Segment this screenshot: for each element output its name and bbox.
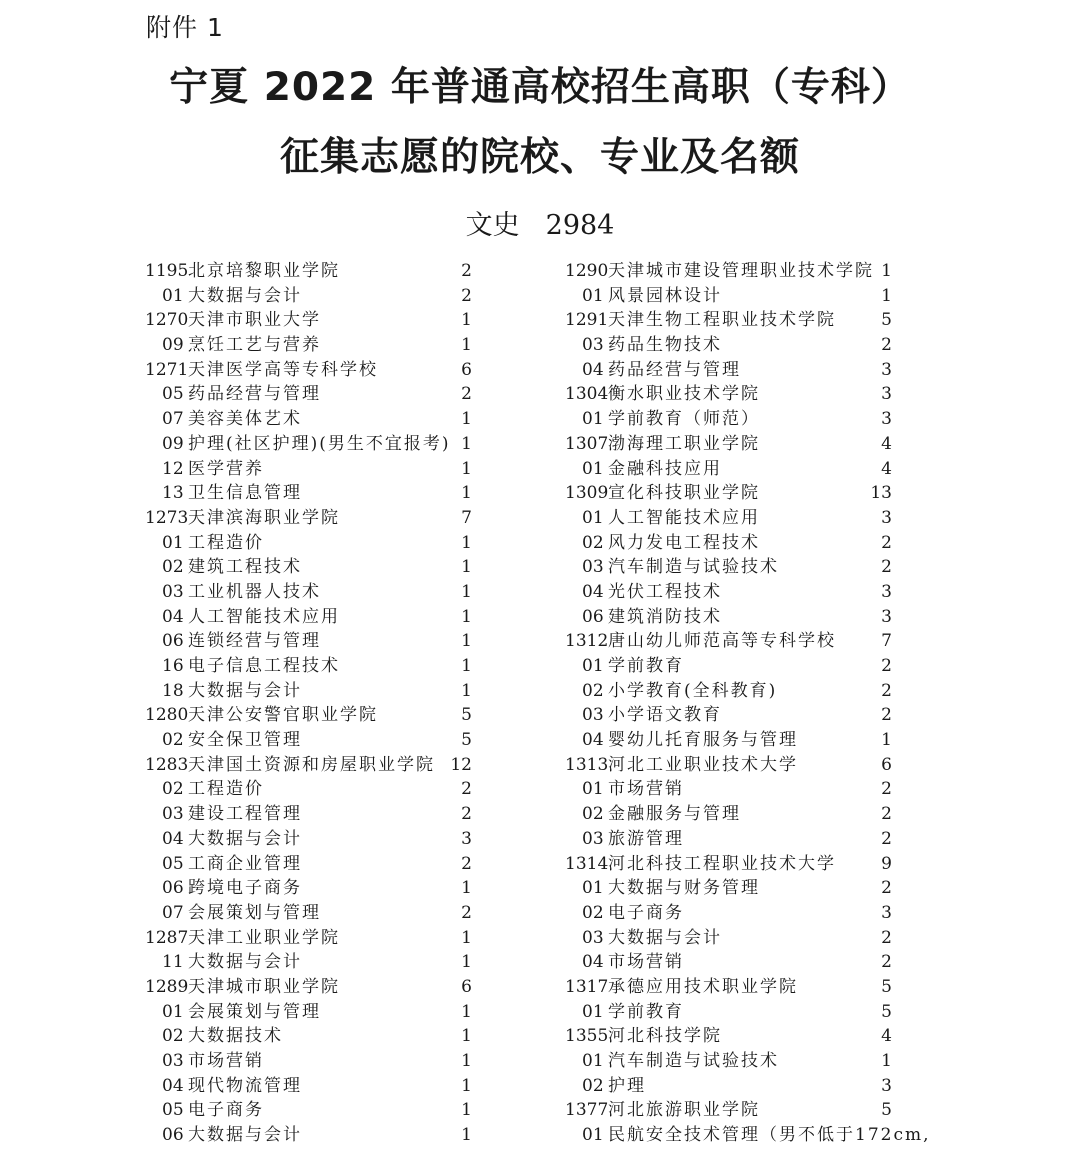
major-name: 学前教育 xyxy=(608,656,684,676)
major-row xyxy=(142,950,482,975)
major-row xyxy=(562,284,902,309)
major-code: 02 xyxy=(582,804,604,825)
school-row xyxy=(142,926,482,951)
major-row xyxy=(142,333,482,358)
major-row xyxy=(142,901,482,926)
major-row xyxy=(142,654,482,679)
major-count: 3 xyxy=(881,581,892,602)
major-name: 工程造价 xyxy=(188,779,264,800)
major-code: 04 xyxy=(162,1075,184,1096)
school-code: 1307 xyxy=(565,433,609,454)
school-count: 2 xyxy=(461,261,472,281)
major-row xyxy=(142,432,482,457)
major-row xyxy=(142,777,482,802)
major-count: 3 xyxy=(881,359,892,380)
major-row xyxy=(142,481,482,506)
major-code: 03 xyxy=(582,335,604,356)
major-code: 01 xyxy=(582,458,604,479)
major-count: 1 xyxy=(461,1100,472,1121)
major-code: 02 xyxy=(162,779,184,800)
major-name: 美容美体艺术 xyxy=(188,409,302,430)
major-count: 1 xyxy=(461,878,472,899)
major-count: 1 xyxy=(461,1075,472,1096)
school-row xyxy=(562,753,902,778)
major-count: 1 xyxy=(881,1051,892,1071)
major-name: 安全保卫管理 xyxy=(188,730,302,751)
major-count: 3 xyxy=(881,902,892,923)
major-name: 电子商务 xyxy=(188,1100,264,1121)
major-name: 人工智能技术应用 xyxy=(188,606,340,627)
major-row xyxy=(562,506,902,531)
school-count: 13 xyxy=(870,483,892,504)
major-count: 3 xyxy=(461,828,472,849)
school-name: 河北旅游职业学院 xyxy=(608,1100,760,1121)
major-row xyxy=(142,1024,482,1049)
major-name: 大数据技术 xyxy=(188,1026,283,1047)
major-code: 07 xyxy=(162,409,184,430)
school-count: 1 xyxy=(881,261,892,281)
major-row xyxy=(142,679,482,704)
major-row xyxy=(562,1074,902,1099)
school-name: 唐山幼儿师范高等专科学校 xyxy=(608,631,836,652)
major-row xyxy=(562,728,902,753)
major-count: 1 xyxy=(461,1026,472,1047)
document-title-line1: 宁夏 2022 年普通高校招生高职（专科） xyxy=(169,65,911,110)
major-row xyxy=(142,629,482,654)
major-row xyxy=(562,901,902,926)
school-row xyxy=(562,629,902,654)
school-row xyxy=(142,259,482,284)
major-count: 1 xyxy=(461,483,472,504)
attachment-label: 附件 1 xyxy=(146,13,224,42)
major-count: 2 xyxy=(461,853,472,874)
major-name: 会展策划与管理 xyxy=(188,902,321,923)
school-row xyxy=(562,308,902,333)
school-count: 1 xyxy=(461,310,472,331)
major-row xyxy=(142,457,482,482)
major-name: 风景园林设计 xyxy=(608,285,722,306)
major-name: 卫生信息管理 xyxy=(188,483,302,504)
school-code: 1270 xyxy=(145,310,189,331)
school-code: 1280 xyxy=(145,705,189,726)
major-row xyxy=(562,457,902,482)
major-row xyxy=(142,1049,482,1074)
school-code: 1287 xyxy=(145,927,189,948)
major-code: 02 xyxy=(162,730,184,751)
major-code: 05 xyxy=(162,853,184,874)
major-code: 02 xyxy=(582,1075,604,1096)
major-count: 1 xyxy=(461,581,472,602)
major-row xyxy=(562,1123,931,1148)
major-code: 04 xyxy=(582,952,604,973)
school-name: 天津医学高等专科学校 xyxy=(188,359,378,380)
major-row xyxy=(142,407,482,432)
school-code: 1355 xyxy=(565,1026,609,1047)
major-row xyxy=(142,1123,482,1148)
school-count: 5 xyxy=(881,1100,892,1121)
major-name: 护理(社区护理)(男生不宜报考) xyxy=(188,433,451,454)
major-name: 大数据与会计 xyxy=(188,828,302,849)
school-row xyxy=(562,852,902,877)
major-count: 1 xyxy=(461,557,472,578)
school-row xyxy=(142,308,482,333)
major-name: 跨境电子商务 xyxy=(188,878,302,899)
major-code: 16 xyxy=(162,656,184,676)
major-name: 药品经营与管理 xyxy=(188,384,321,405)
major-name: 市场营销 xyxy=(608,779,684,800)
major-count: 2 xyxy=(881,557,892,578)
major-code: 02 xyxy=(582,532,604,553)
major-count: 5 xyxy=(881,1001,892,1022)
major-code: 12 xyxy=(162,458,184,479)
major-code: 03 xyxy=(162,804,184,825)
major-count: 3 xyxy=(881,606,892,627)
major-count: 2 xyxy=(881,952,892,973)
major-code: 06 xyxy=(582,606,604,627)
school-name: 天津城市职业学院 xyxy=(188,976,340,997)
major-code: 01 xyxy=(582,779,604,800)
major-count: 3 xyxy=(881,507,892,528)
school-code: 1290 xyxy=(565,261,609,281)
major-code: 02 xyxy=(162,1026,184,1047)
major-name: 大数据与财务管理 xyxy=(608,878,760,899)
major-code: 18 xyxy=(162,680,184,701)
major-code: 03 xyxy=(582,705,604,726)
school-row xyxy=(142,358,482,383)
school-name: 天津工业职业学院 xyxy=(188,927,340,948)
major-name: 药品生物技术 xyxy=(608,335,722,356)
major-count: 4 xyxy=(881,458,892,479)
major-name: 建筑消防技术 xyxy=(608,606,722,627)
major-row xyxy=(562,802,902,827)
school-code: 1283 xyxy=(145,754,189,775)
major-name: 大数据与会计 xyxy=(608,927,722,948)
major-code: 02 xyxy=(582,680,604,701)
major-row xyxy=(562,605,902,630)
major-row xyxy=(142,1074,482,1099)
major-name: 现代物流管理 xyxy=(188,1075,302,1096)
major-code: 04 xyxy=(582,359,604,380)
major-row xyxy=(142,728,482,753)
school-name: 天津滨海职业学院 xyxy=(188,507,340,528)
major-name: 小学语文教育 xyxy=(608,705,722,726)
document-title-line2: 征集志愿的院校、专业及名额 xyxy=(279,135,800,180)
category-heading xyxy=(0,203,1080,242)
major-code: 04 xyxy=(162,828,184,849)
major-row xyxy=(142,605,482,630)
school-code: 1312 xyxy=(565,631,609,652)
major-name: 大数据与会计 xyxy=(188,1125,302,1146)
major-code: 09 xyxy=(162,335,184,356)
major-row xyxy=(562,777,902,802)
major-count: 1 xyxy=(461,458,472,479)
major-count: 2 xyxy=(881,927,892,948)
major-name: 大数据与会计 xyxy=(188,680,302,701)
major-code: 01 xyxy=(582,1051,604,1071)
major-count: 1 xyxy=(461,1125,472,1146)
major-code: 06 xyxy=(162,1125,184,1146)
major-count: 2 xyxy=(881,705,892,726)
school-count: 5 xyxy=(881,310,892,331)
school-name: 天津公安警官职业学院 xyxy=(188,705,378,726)
major-name: 工程造价 xyxy=(188,532,264,553)
major-count: 1 xyxy=(461,1001,472,1022)
school-name: 天津国土资源和房屋职业学院 xyxy=(188,754,435,775)
major-count: 1 xyxy=(881,730,892,751)
major-name: 工商企业管理 xyxy=(188,853,302,874)
major-row xyxy=(142,1098,482,1123)
major-name: 金融科技应用 xyxy=(608,458,722,479)
category-total: 2984 xyxy=(545,210,615,241)
school-row xyxy=(562,432,902,457)
category-name: 文史 xyxy=(465,210,520,241)
major-row xyxy=(562,950,902,975)
school-name: 河北科技学院 xyxy=(608,1026,722,1047)
school-code: 1309 xyxy=(565,483,609,504)
major-code: 05 xyxy=(162,384,184,405)
major-name: 会展策划与管理 xyxy=(188,1001,321,1022)
major-row xyxy=(562,654,902,679)
major-count: 1 xyxy=(461,532,472,553)
major-count: 3 xyxy=(881,1075,892,1096)
major-row xyxy=(142,1000,482,1025)
major-name: 建设工程管理 xyxy=(188,804,302,825)
major-count: 2 xyxy=(461,384,472,405)
major-name: 建筑工程技术 xyxy=(188,557,302,578)
school-code: 1291 xyxy=(565,310,609,331)
school-count: 6 xyxy=(881,754,892,775)
major-name: 大数据与会计 xyxy=(188,952,302,973)
major-row xyxy=(142,876,482,901)
major-row xyxy=(562,827,902,852)
school-row xyxy=(562,1098,902,1123)
major-code: 03 xyxy=(582,927,604,948)
major-code: 01 xyxy=(582,1001,604,1022)
major-code: 01 xyxy=(582,878,604,899)
school-code: 1289 xyxy=(145,976,189,997)
major-count: 1 xyxy=(461,952,472,973)
major-name: 市场营销 xyxy=(188,1051,264,1071)
major-row xyxy=(142,827,482,852)
major-count: 1 xyxy=(881,285,892,306)
major-code: 04 xyxy=(582,730,604,751)
school-count: 5 xyxy=(881,976,892,997)
major-code: 11 xyxy=(162,952,184,973)
school-name: 承德应用技术职业学院 xyxy=(608,976,798,997)
major-count: 1 xyxy=(461,656,472,676)
major-code: 01 xyxy=(582,409,604,430)
major-row xyxy=(142,284,482,309)
major-name: 汽车制造与试验技术 xyxy=(608,557,779,578)
school-count: 6 xyxy=(461,359,472,380)
major-count: 1 xyxy=(461,335,472,356)
school-code: 1377 xyxy=(565,1100,609,1121)
major-name: 汽车制造与试验技术 xyxy=(608,1051,779,1071)
major-code: 03 xyxy=(162,1051,184,1071)
major-code: 13 xyxy=(162,483,184,504)
major-code: 01 xyxy=(582,1125,604,1146)
major-name: 风力发电工程技术 xyxy=(608,532,760,553)
school-count: 7 xyxy=(461,507,472,528)
major-count: 2 xyxy=(461,779,472,800)
major-code: 07 xyxy=(162,902,184,923)
school-code: 1271 xyxy=(145,359,189,380)
major-count: 1 xyxy=(461,409,472,430)
school-name: 宣化科技职业学院 xyxy=(608,483,760,504)
major-name: 电子商务 xyxy=(608,902,684,923)
major-row xyxy=(142,531,482,556)
major-code: 01 xyxy=(582,285,604,306)
school-code: 1313 xyxy=(565,754,609,775)
major-row xyxy=(142,555,482,580)
major-name: 工业机器人技术 xyxy=(188,581,321,602)
school-count: 6 xyxy=(461,976,472,997)
major-name: 医学营养 xyxy=(188,458,264,479)
major-count: 2 xyxy=(461,902,472,923)
school-row xyxy=(562,1024,902,1049)
major-row xyxy=(562,333,902,358)
major-count: 2 xyxy=(881,656,892,676)
major-code: 06 xyxy=(162,631,184,652)
major-code: 03 xyxy=(162,581,184,602)
major-row xyxy=(142,802,482,827)
major-name: 连锁经营与管理 xyxy=(188,631,321,652)
major-count: 2 xyxy=(881,335,892,356)
school-code: 1314 xyxy=(565,853,609,874)
major-name: 护理 xyxy=(608,1075,646,1096)
major-code: 03 xyxy=(582,557,604,578)
school-count: 1 xyxy=(461,927,472,948)
school-name: 天津城市建设管理职业技术学院 xyxy=(608,261,874,281)
major-name: 旅游管理 xyxy=(608,828,684,849)
major-row xyxy=(562,407,902,432)
school-row xyxy=(562,975,902,1000)
major-count: 1 xyxy=(461,631,472,652)
major-name: 电子信息工程技术 xyxy=(188,656,340,676)
school-name: 北京培黎职业学院 xyxy=(188,261,340,281)
major-count: 5 xyxy=(461,730,472,751)
major-count: 1 xyxy=(461,433,472,454)
school-count: 7 xyxy=(881,631,892,652)
major-code: 01 xyxy=(162,1001,184,1022)
major-row xyxy=(142,852,482,877)
school-code: 1195 xyxy=(145,261,189,281)
major-name: 金融服务与管理 xyxy=(608,804,741,825)
school-code: 1304 xyxy=(565,384,609,405)
major-name: 光伏工程技术 xyxy=(608,581,722,602)
school-count: 5 xyxy=(461,705,472,726)
major-count: 3 xyxy=(881,409,892,430)
school-count: 4 xyxy=(881,1026,892,1047)
major-count: 1 xyxy=(461,1051,472,1071)
school-name: 天津生物工程职业技术学院 xyxy=(608,310,836,331)
major-row xyxy=(562,703,902,728)
major-code: 01 xyxy=(162,532,184,553)
school-code: 1317 xyxy=(565,976,609,997)
school-count: 4 xyxy=(881,433,892,454)
school-name: 河北工业职业技术大学 xyxy=(608,754,798,775)
major-name: 市场营销 xyxy=(608,952,684,973)
major-row xyxy=(562,1000,902,1025)
major-code: 09 xyxy=(162,433,184,454)
major-row xyxy=(562,876,902,901)
left-column xyxy=(142,259,482,1148)
major-code: 04 xyxy=(582,581,604,602)
major-code: 01 xyxy=(162,285,184,306)
school-row xyxy=(562,382,902,407)
major-count: 2 xyxy=(881,878,892,899)
major-row xyxy=(562,1049,902,1074)
major-code: 04 xyxy=(162,606,184,627)
major-row xyxy=(142,580,482,605)
major-count: 2 xyxy=(461,804,472,825)
school-row xyxy=(142,506,482,531)
school-row xyxy=(562,481,902,506)
major-name: 烹饪工艺与营养 xyxy=(188,335,321,356)
major-count: 2 xyxy=(881,532,892,553)
major-count: 1 xyxy=(461,606,472,627)
major-name: 药品经营与管理 xyxy=(608,359,741,380)
major-code: 01 xyxy=(582,507,604,528)
school-count: 9 xyxy=(881,853,892,874)
major-count: 2 xyxy=(881,828,892,849)
major-count: 2 xyxy=(881,804,892,825)
major-name: 民航安全技术管理（男不低于172cm, xyxy=(608,1125,931,1146)
major-row xyxy=(562,926,902,951)
major-name: 婴幼儿托育服务与管理 xyxy=(608,730,798,751)
right-column xyxy=(562,259,931,1148)
school-row xyxy=(142,703,482,728)
major-name: 学前教育 xyxy=(608,1001,684,1022)
major-code: 02 xyxy=(582,902,604,923)
major-row xyxy=(562,679,902,704)
school-row xyxy=(562,259,902,284)
major-count: 2 xyxy=(461,285,472,306)
school-name: 河北科技工程职业技术大学 xyxy=(608,853,836,874)
major-row xyxy=(142,382,482,407)
major-row xyxy=(562,580,902,605)
major-code: 06 xyxy=(162,878,184,899)
school-name: 衡水职业技术学院 xyxy=(608,384,760,405)
school-name: 天津市职业大学 xyxy=(188,310,321,331)
major-code: 01 xyxy=(582,656,604,676)
major-count: 1 xyxy=(461,680,472,701)
major-name: 小学教育(全科教育) xyxy=(608,680,778,701)
major-code: 05 xyxy=(162,1100,184,1121)
major-name: 人工智能技术应用 xyxy=(608,507,760,528)
school-row xyxy=(142,975,482,1000)
school-code: 1273 xyxy=(145,507,189,528)
school-name: 渤海理工职业学院 xyxy=(608,433,760,454)
school-row xyxy=(142,753,482,778)
major-code: 02 xyxy=(162,557,184,578)
school-count: 3 xyxy=(881,384,892,405)
major-row xyxy=(562,555,902,580)
major-name: 学前教育（师范） xyxy=(608,409,760,430)
major-code: 03 xyxy=(582,828,604,849)
major-name: 大数据与会计 xyxy=(188,285,302,306)
major-row xyxy=(562,531,902,556)
major-row xyxy=(562,358,902,383)
major-count: 2 xyxy=(881,680,892,701)
school-count: 12 xyxy=(450,754,472,775)
major-count: 2 xyxy=(881,779,892,800)
